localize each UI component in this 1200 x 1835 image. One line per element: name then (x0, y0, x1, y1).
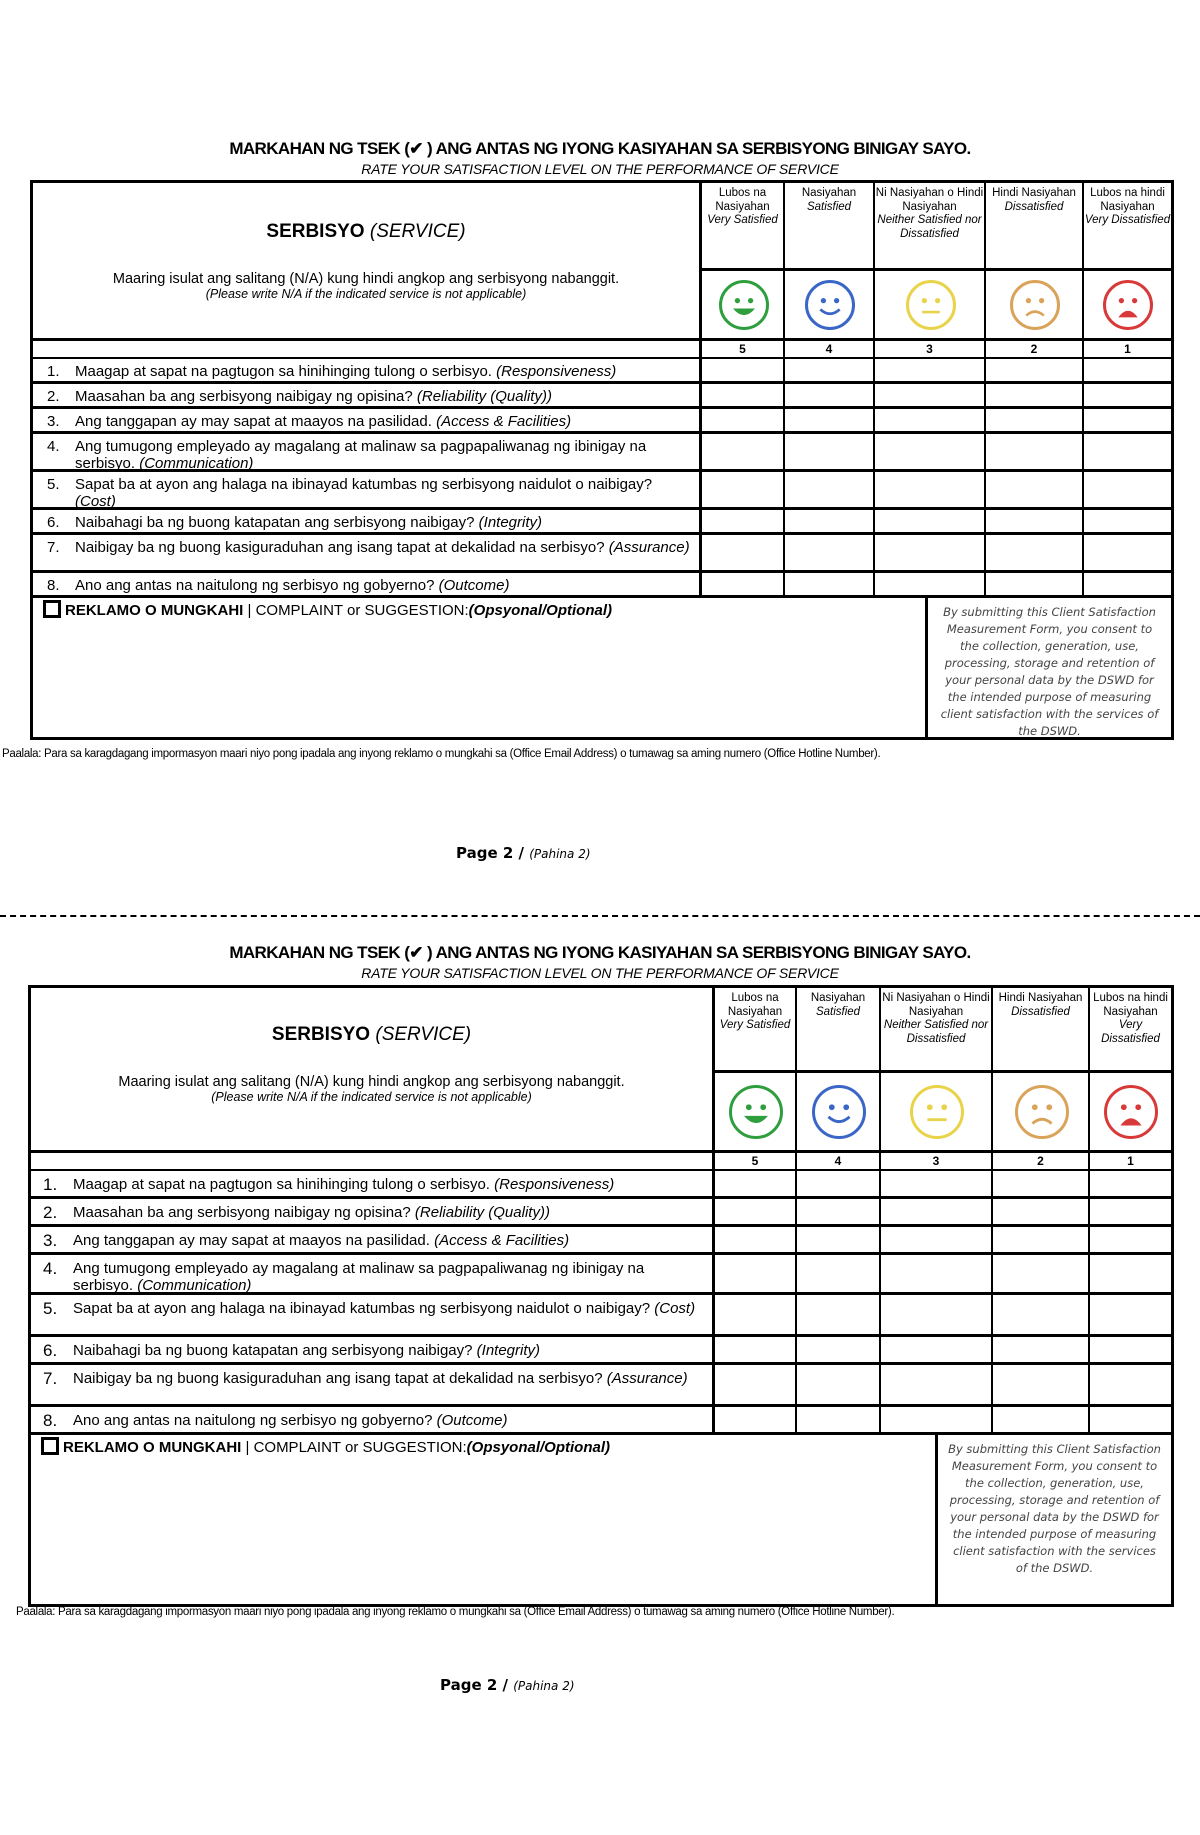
service-note: Maaring isulat ang salitang (N/A) kung hindi angkop ang serbisyong nabanggit. (118, 1074, 625, 1090)
question-text (31, 1227, 715, 1252)
question-text (31, 1255, 715, 1292)
question-number: 3. (47, 413, 60, 430)
question-body: Ang tanggapan ay may sapat at maayos na pasilidad. (Access & Facilities) (73, 1232, 570, 1249)
rating-checkbox-5[interactable] (702, 472, 785, 507)
very-satisfied-face-icon (719, 280, 769, 330)
question-body: Sapat ba at ayon ang halaga na ibinayad katumbas ng serbisyong naidulot o naibigay? (Cost) (73, 1300, 696, 1317)
rating-checkbox-1[interactable] (1084, 535, 1171, 570)
rating-checkbox-1[interactable] (1090, 1255, 1171, 1292)
rating-checkbox-2[interactable] (986, 409, 1084, 431)
question-row (33, 535, 1171, 573)
question-row (33, 472, 1171, 510)
question-body: Ang tumugong empleyado ay magalang at malinaw sa pagpapaliwanag ng ibinigay na serbisyo. (Communication) (73, 1260, 645, 1294)
question-row (31, 1365, 1171, 1407)
rating-checkbox-2[interactable] (986, 384, 1084, 406)
rating-checkbox-2[interactable] (993, 1171, 1090, 1196)
question-text (31, 1337, 715, 1362)
rating-checkbox-2[interactable] (986, 434, 1084, 469)
rating-checkbox-4[interactable] (797, 1227, 881, 1252)
dissatisfied-face-icon (1015, 1085, 1069, 1139)
question-text (31, 1199, 715, 1224)
question-number: 6. (47, 514, 60, 531)
question-text (33, 434, 702, 472)
rating-checkbox-5[interactable] (715, 1199, 797, 1224)
rating-checkbox-5[interactable] (715, 1365, 797, 1404)
satisfied-face-icon (805, 280, 855, 330)
question-row (33, 359, 1171, 384)
rating-checkbox-5[interactable] (702, 510, 785, 532)
rating-checkbox-4[interactable] (797, 1295, 881, 1334)
question-number: 7. (47, 539, 60, 556)
rating-column-1 (1090, 988, 1171, 1153)
question-body: Maagap at sapat na pagtugon sa hinihinging tulong o serbisyo. (Responsiveness) (73, 1176, 615, 1193)
score-label-4: 4 (785, 341, 875, 359)
rating-checkbox-2[interactable] (993, 1227, 1090, 1252)
question-row (31, 1199, 1171, 1227)
rating-checkbox-3[interactable] (875, 434, 986, 469)
rating-checkbox-5[interactable] (702, 384, 785, 406)
rating-checkbox-3[interactable] (875, 409, 986, 431)
service-header (33, 183, 702, 341)
rating-checkbox-1[interactable] (1090, 1171, 1171, 1196)
rating-column-1 (1084, 183, 1171, 341)
rating-checkbox-1[interactable] (1084, 510, 1171, 532)
rating-checkbox-3[interactable] (881, 1365, 993, 1404)
rating-checkbox-5[interactable] (715, 1227, 797, 1252)
rating-label: Hindi Nasiyahan Dissatisfied (992, 187, 1076, 213)
rating-checkbox-4[interactable] (797, 1407, 881, 1432)
rating-checkbox-4[interactable] (785, 359, 875, 381)
data-privacy-consent: By submitting this Client Satisfaction Measurement Form, you consent to the collection, generation, use, processing, storage and retention of your personal data by the DSWD for the intended purpose of measuring client satisfaction with the services of the DSWD. (925, 598, 1171, 737)
rating-checkbox-3[interactable] (881, 1171, 993, 1196)
rating-checkbox-5[interactable] (702, 535, 785, 570)
face-cell (986, 268, 1084, 341)
question-text (33, 573, 702, 595)
rating-checkbox-3[interactable] (875, 535, 986, 570)
rating-table (30, 180, 1174, 740)
rating-checkbox-5[interactable] (702, 359, 785, 381)
question-text (31, 1295, 715, 1334)
question-text (31, 1407, 715, 1432)
question-row (31, 1295, 1171, 1337)
rating-column-2 (986, 183, 1084, 341)
rating-checkbox-3[interactable] (881, 1295, 993, 1334)
rating-checkbox-1[interactable] (1090, 1227, 1171, 1252)
rating-checkbox-3[interactable] (881, 1337, 993, 1362)
question-number: 1. (43, 1175, 58, 1194)
question-body: Naibigay ba ng buong kasiguraduhan ang isang tapat at dekalidad na serbisyo? (Assurance) (73, 1370, 688, 1387)
rating-checkbox-3[interactable] (875, 384, 986, 406)
question-row (31, 1227, 1171, 1255)
very-dissatisfied-face-icon (1103, 280, 1153, 330)
complaint-suggestion-field[interactable] (41, 1437, 610, 1456)
very-dissatisfied-face-icon (1104, 1085, 1158, 1139)
rating-checkbox-4[interactable] (797, 1255, 881, 1292)
complaint-label: REKLAMO O MUNGKAHI (65, 602, 244, 619)
question-body: Ano ang antas na naitulong ng serbisyo ng gobyerno? (Outcome) (75, 577, 510, 594)
face-cell (797, 1070, 881, 1153)
dissatisfied-face-icon (1010, 280, 1060, 330)
rating-checkbox-1[interactable] (1084, 359, 1171, 381)
complaint-label-en: | COMPLAINT or SUGGESTION: (247, 602, 469, 619)
question-text (33, 359, 702, 381)
question-row (33, 573, 1171, 598)
page-number: Page 2 / (Pahina 2) (456, 844, 591, 862)
rating-label: Lubos na hindi Nasiyahan Very Dissatisfied (1084, 187, 1171, 226)
score-row (31, 1153, 1171, 1171)
score-label-5: 5 (702, 341, 785, 359)
question-number: 4. (47, 438, 60, 455)
question-number: 6. (43, 1341, 58, 1360)
form-subtitle: RATE YOUR SATISFACTION LEVEL ON THE PERFORMANCE OF SERVICE (361, 161, 839, 177)
score-label-5: 5 (715, 1153, 797, 1171)
question-body: Ano ang antas na naitulong ng serbisyo ng gobyerno? (Outcome) (73, 1412, 508, 1429)
question-number: 3. (43, 1231, 58, 1250)
rating-checkbox-2[interactable] (993, 1199, 1090, 1224)
question-number: 2. (43, 1203, 58, 1222)
rating-column-4 (785, 183, 875, 341)
rating-checkbox-1[interactable] (1084, 409, 1171, 431)
rating-label: Nasiyahan Satisfied (801, 187, 857, 213)
question-text (33, 472, 702, 510)
rating-checkbox-4[interactable] (785, 510, 875, 532)
rating-checkbox-4[interactable] (797, 1337, 881, 1362)
question-body: Naibahagi ba ng buong katapatan ang serbisyong naibigay? (Integrity) (73, 1342, 541, 1359)
rating-checkbox-3[interactable] (881, 1227, 993, 1252)
very-satisfied-face-icon (729, 1085, 783, 1139)
score-label-2: 2 (986, 341, 1084, 359)
complaint-checkbox[interactable] (43, 600, 61, 618)
rating-checkbox-1[interactable] (1090, 1199, 1171, 1224)
question-text (33, 510, 702, 532)
rating-checkbox-3[interactable] (881, 1199, 993, 1224)
rating-checkbox-4[interactable] (785, 384, 875, 406)
question-number: 5. (43, 1299, 58, 1318)
rating-checkbox-2[interactable] (986, 573, 1084, 595)
rating-checkbox-5[interactable] (702, 434, 785, 469)
neutral-face-icon (910, 1085, 964, 1139)
rating-checkbox-4[interactable] (785, 535, 875, 570)
question-row (33, 434, 1171, 472)
complaint-label-en: | COMPLAINT or SUGGESTION: (245, 1439, 467, 1456)
rating-checkbox-1[interactable] (1084, 573, 1171, 595)
rating-column-5 (702, 183, 785, 341)
rating-column-2 (993, 988, 1090, 1153)
question-row (33, 409, 1171, 434)
question-body: Ang tanggapan ay may sapat at maayos na pasilidad. (Access & Facilities) (75, 413, 572, 430)
form-title: MARKAHAN NG TSEK (✔ ) ANG ANTAS NG IYONG KASIYAHAN SA SERBISYONG BINIGAY SAYO. (229, 139, 971, 158)
rating-checkbox-1[interactable] (1090, 1295, 1171, 1334)
rating-column-5 (715, 988, 797, 1153)
question-body: Maasahan ba ang serbisyong naibigay ng opisina? (Reliability (Quality)) (73, 1204, 550, 1221)
rating-checkbox-1[interactable] (1084, 384, 1171, 406)
score-label-4: 4 (797, 1153, 881, 1171)
face-cell (993, 1070, 1090, 1153)
rating-checkbox-3[interactable] (875, 359, 986, 381)
data-privacy-consent: By submitting this Client Satisfaction Measurement Form, you consent to the collection, generation, use, processing, storage and retention of your personal data by the DSWD for the intended purpose of measuring client satisfaction with the services of the DSWD. (935, 1435, 1171, 1604)
question-row (33, 384, 1171, 409)
face-cell (702, 268, 785, 341)
score-label-2: 2 (993, 1153, 1090, 1171)
score-label-1: 1 (1127, 1154, 1134, 1168)
score-label-1: 1 (1124, 342, 1131, 356)
rating-table (28, 985, 1174, 1607)
service-note: Maaring isulat ang salitang (N/A) kung hindi angkop ang serbisyong nabanggit. (112, 271, 620, 287)
face-cell (1090, 1070, 1171, 1153)
rating-label: Lubos na hindi Nasiyahan Very Dissatisfied (1093, 992, 1168, 1045)
complaint-checkbox[interactable] (41, 1437, 59, 1455)
form-title: MARKAHAN NG TSEK (✔ ) ANG ANTAS NG IYONG KASIYAHAN SA SERBISYONG BINIGAY SAYO. (229, 943, 971, 962)
note-paalala: Paalala: Para sa karagdagang impormasyon maari niyo pong ipadala ang inyong reklamo o mungkahi sa (Office Email Address) o tumawag sa aming numero (Office Hotline Number). (16, 1606, 895, 1618)
question-body: Maagap at sapat na pagtugon sa hinihinging tulong o serbisyo. (Responsiveness) (75, 363, 617, 380)
service-title: SERBISYO (SERVICE) (271, 1024, 472, 1045)
question-text (31, 1365, 715, 1404)
question-row (31, 1337, 1171, 1365)
rating-column-4 (797, 988, 881, 1153)
face-cell (875, 268, 986, 341)
rating-checkbox-2[interactable] (993, 1255, 1090, 1292)
note-paalala: Paalala: Para sa karagdagang impormasyon maari niyo pong ipadala ang inyong reklamo o mungkahi sa (Office Email Address) o tumawag sa aming numero (Office Hotline Number). (2, 748, 881, 760)
complaint-optional: (Opsyonal/Optional) (468, 602, 612, 619)
page-number: Page 2 / (Pahina 2) (440, 1676, 575, 1694)
rating-checkbox-5[interactable] (702, 573, 785, 595)
rating-checkbox-3[interactable] (875, 510, 986, 532)
rating-column-3 (875, 183, 986, 341)
rating-checkbox-3[interactable] (875, 573, 986, 595)
question-row (31, 1171, 1171, 1199)
question-body: Naibahagi ba ng buong katapatan ang serbisyong naibigay? (Integrity) (75, 514, 543, 531)
rating-checkbox-5[interactable] (702, 409, 785, 431)
form-subtitle: RATE YOUR SATISFACTION LEVEL ON THE PERFORMANCE OF SERVICE (361, 965, 839, 981)
question-text (33, 384, 702, 406)
rating-checkbox-2[interactable] (993, 1337, 1090, 1362)
rating-checkbox-2[interactable] (986, 472, 1084, 507)
rating-checkbox-3[interactable] (881, 1255, 993, 1292)
rating-checkbox-3[interactable] (875, 472, 986, 507)
complaint-suggestion-field[interactable] (43, 600, 612, 619)
question-number: 8. (43, 1411, 58, 1430)
rating-checkbox-1[interactable] (1090, 1365, 1171, 1404)
face-cell (1084, 268, 1171, 341)
question-row (31, 1407, 1171, 1435)
rating-checkbox-2[interactable] (986, 535, 1084, 570)
question-number: 7. (43, 1369, 58, 1388)
rating-checkbox-1[interactable] (1090, 1407, 1171, 1432)
rating-label: Ni Nasiyahan o Hindi Nasiyahan Neither Satisfied nor Dissatisfied (882, 992, 990, 1045)
rating-checkbox-4[interactable] (785, 573, 875, 595)
rating-checkbox-4[interactable] (797, 1365, 881, 1404)
rating-checkbox-1[interactable] (1084, 472, 1171, 507)
rating-checkbox-4[interactable] (785, 472, 875, 507)
question-number: 5. (47, 476, 60, 493)
question-number: 4. (43, 1259, 58, 1278)
rating-checkbox-2[interactable] (993, 1295, 1090, 1334)
question-number: 2. (47, 388, 60, 405)
rating-checkbox-1[interactable] (1084, 434, 1171, 469)
service-header (31, 988, 715, 1153)
rating-checkbox-5[interactable] (715, 1337, 797, 1362)
question-number: 8. (47, 577, 60, 594)
question-row (31, 1255, 1171, 1295)
question-body: Sapat ba at ayon ang halaga na ibinayad katumbas ng serbisyong naidulot o naibigay? (Cost) (75, 476, 653, 510)
rating-label: Lubos na Nasiyahan Very Satisfied (719, 992, 791, 1031)
rating-checkbox-4[interactable] (785, 434, 875, 469)
face-cell (881, 1070, 993, 1153)
rating-checkbox-2[interactable] (986, 359, 1084, 381)
rating-checkbox-2[interactable] (993, 1365, 1090, 1404)
rating-label: Nasiyahan Satisfied (810, 992, 866, 1018)
rating-checkbox-4[interactable] (797, 1171, 881, 1196)
face-cell (715, 1070, 797, 1153)
rating-checkbox-1[interactable] (1090, 1337, 1171, 1362)
question-text (33, 409, 702, 431)
face-cell (785, 268, 875, 341)
rating-checkbox-2[interactable] (986, 510, 1084, 532)
question-row (33, 510, 1171, 535)
rating-label: Hindi Nasiyahan Dissatisfied (998, 992, 1083, 1018)
complaint-label: REKLAMO O MUNGKAHI (63, 1439, 242, 1456)
rating-label: Ni Nasiyahan o Hindi Nasiyahan Neither Satisfied nor Dissatisfied (875, 187, 984, 240)
question-body: Ang tumugong empleyado ay magalang at malinaw sa pagpapaliwanag ng ibinigay na serbisyo. (Communication) (75, 438, 647, 472)
complaint-optional: (Opsyonal/Optional) (466, 1439, 610, 1456)
rating-label: Lubos na Nasiyahan Very Satisfied (707, 187, 778, 226)
rating-checkbox-4[interactable] (785, 409, 875, 431)
question-body: Maasahan ba ang serbisyong naibigay ng opisina? (Reliability (Quality)) (75, 388, 552, 405)
rating-checkbox-2[interactable] (993, 1407, 1090, 1432)
rating-checkbox-5[interactable] (715, 1407, 797, 1432)
rating-checkbox-4[interactable] (797, 1199, 881, 1224)
score-row (33, 341, 1171, 359)
rating-checkbox-5[interactable] (715, 1255, 797, 1292)
satisfied-face-icon (812, 1085, 866, 1139)
score-label-3: 3 (881, 1153, 993, 1171)
service-note-en: (Please write N/A if the indicated service is not applicable) (211, 1090, 532, 1104)
question-text (33, 535, 702, 570)
rating-checkbox-5[interactable] (715, 1295, 797, 1334)
neutral-face-icon (906, 280, 956, 330)
service-note-en: (Please write N/A if the indicated service is not applicable) (205, 287, 527, 301)
question-number: 1. (47, 363, 60, 380)
rating-checkbox-5[interactable] (715, 1171, 797, 1196)
question-text (31, 1171, 715, 1196)
score-label-3: 3 (875, 341, 986, 359)
rating-column-3 (881, 988, 993, 1153)
rating-checkbox-3[interactable] (881, 1407, 993, 1432)
cut-line-divider (0, 915, 1200, 917)
service-title: SERBISYO (SERVICE) (266, 221, 466, 242)
question-body: Naibigay ba ng buong kasiguraduhan ang isang tapat at dekalidad na serbisyo? (Assurance) (75, 539, 690, 556)
